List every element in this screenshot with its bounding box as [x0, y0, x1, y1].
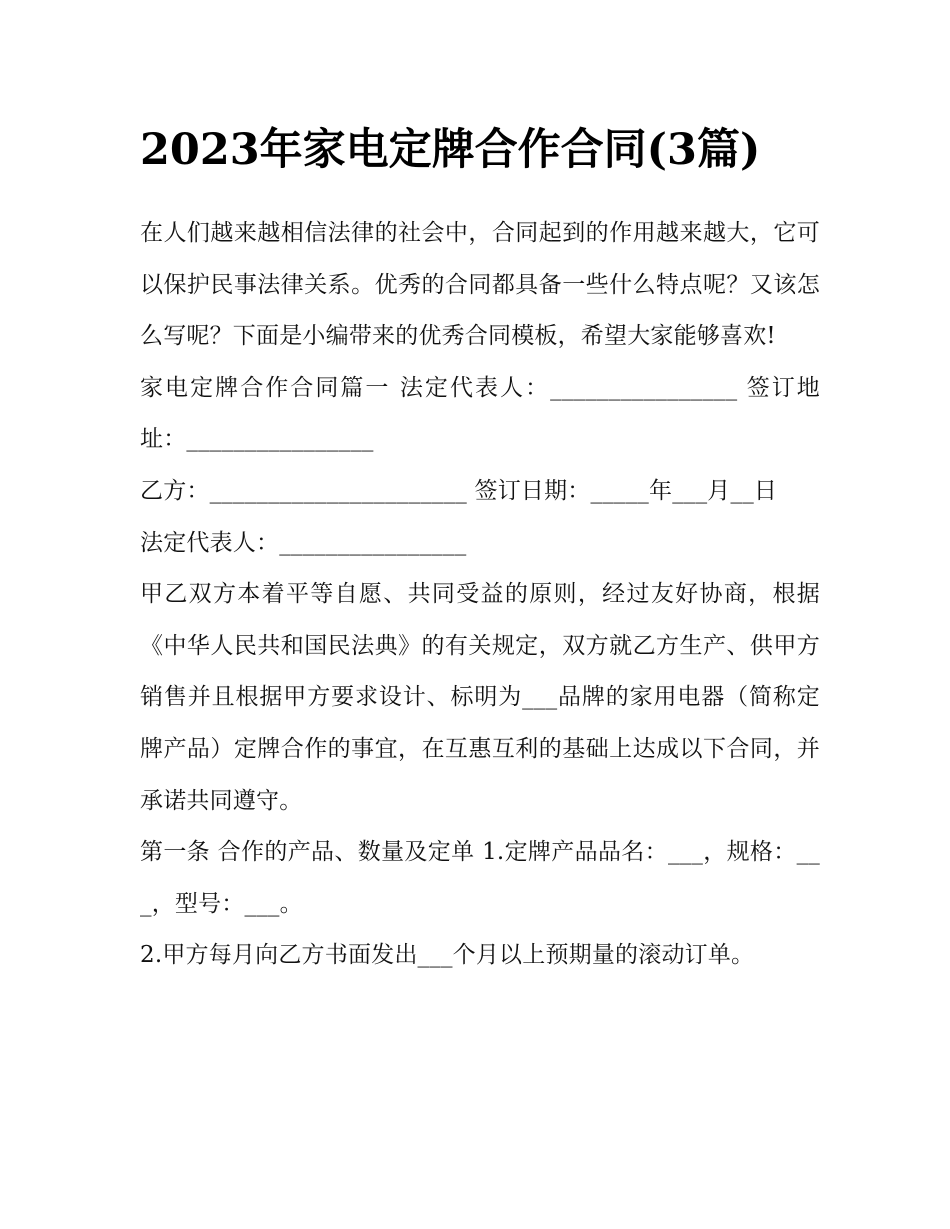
document-body: [140, 208, 820, 982]
article-one-paragraph: 第一条 合作的产品、数量及定单 1.定牌产品品名：___，规格：___，型号：___。: [140, 839, 820, 917]
document-page: [140, 112, 820, 982]
intro-paragraph: 在人们越来越相信法律的社会中，合同起到的作用越来越大，它可以保护民事法律关系。优秀的合同都具备一些什么特点呢？又该怎么写呢？下面是小编带来的优秀合同模板，希望大家能够喜欢!: [140, 220, 820, 350]
article-one-item-two: 2.甲方每月向乙方书面发出___个月以上预期量的滚动订单。: [140, 942, 755, 969]
contract-header-line: 家电定牌合作合同篇一 法定代表人：________________ 签订地址：________________: [140, 374, 820, 453]
document-title: 2023年家电定牌合作合同(3篇): [140, 125, 761, 175]
legal-representative-line: 法定代表人：________________: [140, 529, 467, 556]
preamble-paragraph: 甲乙双方本着平等自愿、共同受益的原则，经过友好协商，根据《中华人民共和国民法典》的有关规定，双方就乙方生产、供甲方销售并且根据甲方要求设计、标明为___品牌的家用电器（简称定牌产品）定牌合作的事宜，在互惠互利的基础上达成以下合同，并承诺共同遵守。: [140, 581, 820, 814]
party-b-line: 乙方：______________________ 签订日期：_____年___月__日: [140, 477, 778, 504]
